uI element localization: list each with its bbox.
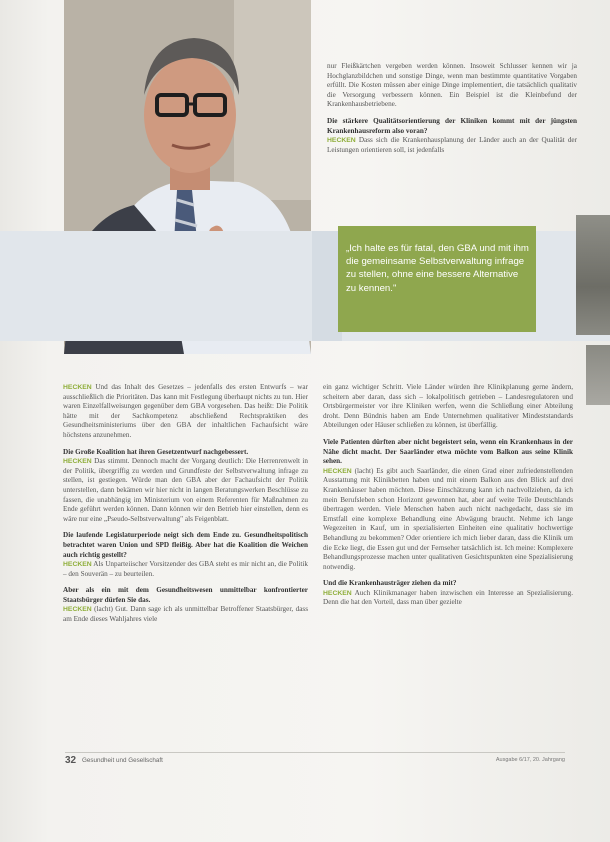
answer-text: (lacht) Gut. Dann sage ich als unmittelbar Betroffener Staatsbürger, dass am Ende dieses Wahljahres viele: [63, 605, 308, 624]
interview-question: Die laufende Legislaturperiode neigt sich dem Ende zu. Gesundheitspolitisch betrachtet waren Union und SPD fleißig. Aber hat die Koalition die Weichen auch richtig gestellt?: [63, 531, 308, 559]
pull-quote: „Ich halte es für fatal, den GBA und mit ihm die gemeinsame Selbstverwaltung infrage zu stellen, ohne eine bessere Alternative zu kennen.": [346, 243, 529, 294]
paragraph: [63, 586, 308, 624]
interview-question: Und die Krankenhausträger ziehen da mit?: [323, 579, 457, 588]
paragraph: [63, 383, 308, 441]
interview-question: Aber als ein mit dem Gesundheitswesen unmittelbar konfrontierter Staatsbürger dürfen Sie das.: [63, 586, 308, 604]
paragraph: ein ganz wichtiger Schritt. Viele Länder würden ihre Klinikplanung gerne ändern, scheitern aber daran, dass sich – lokalpolitisch getrieben – Landesregulatoren und Ortsbürgermeister vor ihre Kliniken werfen, wenn die Schließung einer Abteilung droht. Denn Bündnis haben am Ende Unternehmen qualitativer Mindeststandards Abteilungen oder Häuser schließen zu können, ist überfällig.: [323, 383, 573, 430]
right-column: [323, 383, 573, 615]
speaker-label: HECKEN: [63, 458, 92, 466]
speaker-label: HECKEN: [323, 467, 352, 475]
answer-text: Das stimmt. Dennoch macht der Vorgang deutlich: Die Herrenrenwelt in der Politik, übergriffig zu werden und Grundfeste der Selbstverwaltung infrage zu stellen, ist gestiegen. Würde man den GBA aber der Fachaufsicht der Politik unterstellen, dann bekämen wir hier nicht in langen Beratungswerken Beschlüsse zu fassen, die unabhängig im Ministerium von einem Referenten für Maßnahmen zu Ende geführt werden können. Dann können wir den Betrieb hier einstellen, denn es wäre nur eine „Pseudo-Selbstverwaltung" als Feigenblatt.: [63, 457, 309, 523]
interview-question: Die stärkere Qualitätsorientierung der Kliniken kommt mit der jüngsten Krankenhausreform also voran?: [327, 116, 577, 135]
paragraph: [63, 448, 308, 525]
speaker-label: HECKEN: [327, 137, 356, 145]
paragraph: [323, 579, 573, 608]
speaker-label: HECKEN: [63, 606, 92, 614]
answer-text: Dass sich die Krankenhausplanung der Länder auch an der Qualität der Leistungen orientieren soll, ist jedenfalls: [327, 136, 577, 154]
footer-rule: [65, 752, 565, 753]
top-right-column: [327, 62, 577, 162]
paragraph: [327, 117, 577, 155]
answer-text: Auch Klinikmanager haben inzwischen ein Interesse an Spezialisierung. Denn die hat den Vorteil, dass man über gezielte: [323, 588, 573, 607]
answer-text: (lacht) Es gibt auch Saarländer, die einen Grad einer zufriedenstellenden Ausstattung mit Klinikbetten haben und mit einem Balkon aus den Blick auf drei Krankenhäuser haben möchten. Diese Einschätzung kann ich nachvollziehen, da ich mein Berufsleben schon Horizont gewonnen hat, aber auf weite Teile Deutschlands übertragen werden. Viele Menschen haben auch nicht nachgedacht, dass sie im Ernstfall eine komplexe Behandlung eine Abwägung braucht. Nehme ich lange Wegezeiten in Kauf, um in spezialisierten Einheiten eine qualitativ hochwertige Behandlung zu bekommen? Oder orientiere ich mich lieber daran, dass die Klinik um die Ecke liegt, die Essen gut und der Fernseher tatsächlich ist. Ich meine: Komplexere Behandlungsprozesse machen unter qualitativen Gesichtspunkten eine Spezialisierung notwendig.: [323, 466, 573, 571]
section-name: Gesundheit und Gesellschaft: [82, 757, 163, 764]
answer-text: Als Unparteiischer Vorsitzender des GBA steht es mir nicht an, die Politik – den Souverän – zu beurteilen.: [63, 560, 308, 578]
answer-text: Und das Inhalt des Gesetzes – jedenfalls des ersten Entwurfs – war ausschließlich die Prioritäten. Das kann mit Festlegung überhaupt nichts zu tun. Hier waren Einzelfallweisungen gegenüber dem GBA vorgesehen. Das heißt: Die Politik hätte mit der Sachkompetenz abschließend Rechtspraktiken des Gesundheitsministeriums über den GBA der inhaltlichen Fachaufsicht wäre höchstens anzunehmen.: [63, 383, 309, 439]
paragraph: [63, 531, 308, 579]
paragraph: [323, 438, 573, 572]
speaker-label: HECKEN: [323, 589, 352, 597]
interview-question: Viele Patienten dürften aber nicht begeistert sein, wenn ein Krankenhaus in der Nähe dicht macht. Der Saarländer etwa möchte vom Balkon aus seine Klinik sehen.: [323, 437, 573, 466]
speaker-label: HECKEN: [63, 561, 92, 569]
side-photo: [576, 215, 610, 335]
left-column: [63, 383, 308, 632]
issue-info: Ausgabe 6/17, 20. Jahrgang: [495, 757, 565, 763]
page-footer: [65, 755, 575, 769]
speaker-label: HECKEN: [63, 384, 92, 391]
interview-question: Die Große Koalition hat ihren Gesetzentwurf nachgebessert.: [63, 447, 249, 456]
side-photo-lower: [586, 345, 610, 405]
paragraph: nur Fleißkärtchen vergeben werden können. Insoweit Schlusser kennen wir ja Hochglanzbildchen und sonstige Dinge, wenn man bestimmte quantitative Vorgaben erfüllt. Die Kosten müssen aber einige Dinge implementiert, die tatsächlich qualitativ die Versorgung verbessern können. Ein Beispiel ist die Kleinbefund der Krankenhausbetriebene.: [327, 62, 577, 109]
page-number: 32: [65, 755, 77, 766]
